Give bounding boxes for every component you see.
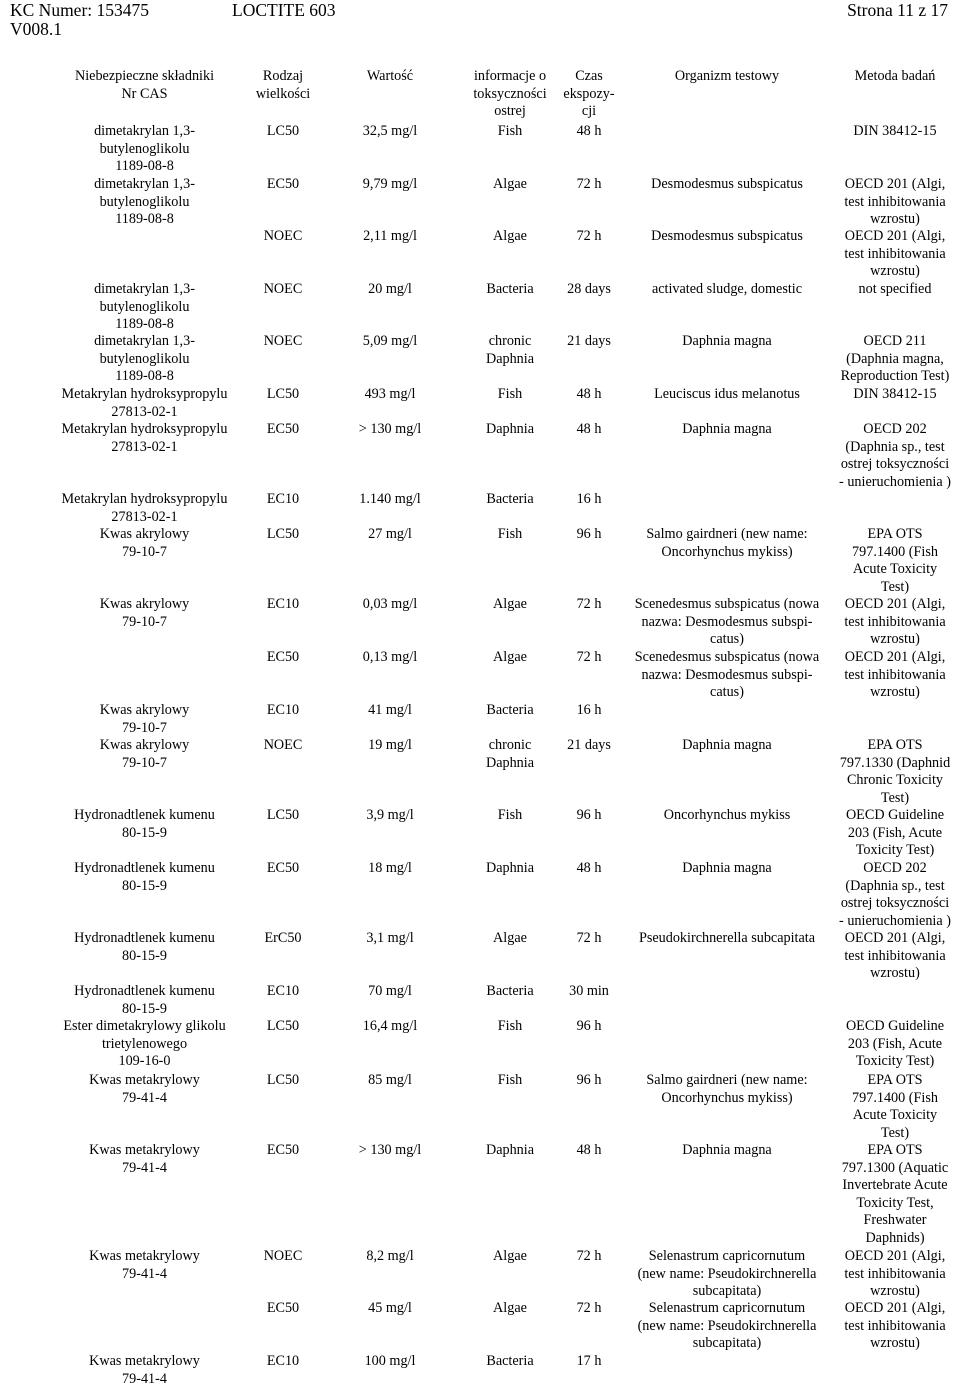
- test-organism-cell: Scenedesmus subspicatus (nowa nazwa: Desmodesmus subspi- catus): [634, 649, 820, 701]
- test-organism-cell: Pseudokirchnerella subcapitata: [638, 930, 816, 946]
- measure-type-cell: LC50: [266, 1018, 300, 1034]
- component-cell: Kwas akrylowy 79-10-7: [99, 737, 190, 771]
- test-method-cell: OECD Guideline 203 (Fish, Acute Toxicity Test): [845, 1018, 945, 1070]
- exposure-time-cell: 48 h: [576, 386, 602, 402]
- toxicity-info-cell: Algae: [493, 1248, 527, 1264]
- test-method-cell: OECD 201 (Algi, test inhibitowania wzrostu): [844, 649, 946, 701]
- component-cell: dimetakrylan 1,3- butylenoglikolu 1189-08-8: [94, 176, 195, 228]
- test-method-cell: OECD 201 (Algi, test inhibitowania wzrostu): [844, 228, 946, 280]
- test-organism-cell: Leuciscus idus melanotus: [654, 386, 800, 402]
- toxicity-info-cell: Bacteria: [486, 702, 534, 718]
- test-organism-cell: Salmo gairdneri (new name: Oncorhynchus mykiss): [646, 1072, 808, 1106]
- exposure-time-cell: 96 h: [576, 807, 602, 823]
- value-cell: > 130 mg/l: [358, 421, 422, 437]
- kc-number: KC Numer: 153475: [10, 0, 150, 20]
- exposure-time-cell: 96 h: [576, 1018, 602, 1034]
- test-organism-cell: Scenedesmus subspicatus (nowa nazwa: Desmodesmus subspi- catus): [634, 596, 820, 648]
- measure-type-cell: EC10: [266, 702, 300, 718]
- component-cell: Metakrylan hydroksypropylu 27813-02-1: [61, 421, 228, 455]
- test-organism-cell: Desmodesmus subspicatus: [651, 176, 803, 192]
- value-cell: 5,09 mg/l: [362, 333, 418, 349]
- measure-type-cell: NOEC: [263, 281, 303, 297]
- measure-type-cell: EC50: [266, 860, 300, 876]
- value-cell: 16,4 mg/l: [362, 1018, 418, 1034]
- exposure-time-cell: 72 h: [576, 596, 602, 612]
- component-cell: Kwas metakrylowy 79-41-4: [89, 1353, 200, 1387]
- header-exposure-time: Czas ekspozy- cji: [563, 68, 615, 120]
- toxicity-info-cell: Bacteria: [486, 281, 534, 297]
- value-cell: 0,13 mg/l: [362, 649, 418, 665]
- component-cell: Hydronadtlenek kumenu 80-15-9: [74, 860, 215, 894]
- component-cell: dimetakrylan 1,3- butylenoglikolu 1189-08-8: [94, 333, 195, 385]
- toxicity-info-cell: chronic Daphnia: [485, 737, 535, 771]
- exposure-time-cell: 72 h: [576, 228, 602, 244]
- measure-type-cell: NOEC: [263, 737, 303, 753]
- toxicity-info-cell: Algae: [493, 596, 527, 612]
- exposure-time-cell: 72 h: [576, 176, 602, 192]
- toxicity-info-cell: chronic Daphnia: [485, 333, 535, 367]
- toxicity-info-cell: Algae: [493, 228, 527, 244]
- header-test-method: Metoda badań: [854, 68, 936, 84]
- test-method-cell: EPA OTS 797.1400 (Fish Acute Toxicity Test): [852, 526, 938, 595]
- exposure-time-cell: 17 h: [576, 1353, 602, 1369]
- value-cell: 2,11 mg/l: [363, 228, 417, 244]
- measure-type-cell: ErC50: [264, 930, 302, 946]
- toxicity-info-cell: Algae: [493, 1300, 527, 1316]
- exposure-time-cell: 48 h: [576, 421, 602, 437]
- header-toxicity-info: informacje o toksyczności ostrej: [473, 68, 547, 120]
- toxicity-info-cell: Fish: [497, 386, 523, 402]
- toxicity-info-cell: Fish: [497, 123, 523, 139]
- exposure-time-cell: 72 h: [576, 1248, 602, 1264]
- toxicity-info-cell: Daphnia: [485, 1142, 535, 1158]
- toxicity-info-cell: Daphnia: [485, 421, 535, 437]
- value-cell: 32,5 mg/l: [362, 123, 418, 139]
- exposure-time-cell: 96 h: [576, 526, 602, 542]
- header-value: Wartość: [366, 68, 414, 84]
- value-cell: 3,1 mg/l: [366, 930, 414, 946]
- measure-type-cell: EC10: [266, 983, 300, 999]
- test-organism-cell: Daphnia magna: [682, 421, 772, 437]
- component-cell: dimetakrylan 1,3- butylenoglikolu 1189-08-8: [94, 123, 195, 175]
- value-cell: 41 mg/l: [368, 702, 412, 718]
- toxicity-info-cell: Algae: [493, 176, 527, 192]
- component-cell: Kwas metakrylowy 79-41-4: [89, 1142, 200, 1176]
- measure-type-cell: NOEC: [263, 228, 303, 244]
- test-organism-cell: Daphnia magna: [682, 1142, 772, 1158]
- component-cell: Hydronadtlenek kumenu 80-15-9: [74, 930, 215, 964]
- exposure-time-cell: 28 days: [567, 281, 611, 297]
- value-cell: 19 mg/l: [368, 737, 412, 753]
- exposure-time-cell: 72 h: [576, 930, 602, 946]
- measure-type-cell: EC50: [266, 421, 300, 437]
- measure-type-cell: LC50: [266, 386, 300, 402]
- component-cell: Kwas akrylowy 79-10-7: [99, 596, 190, 630]
- measure-type-cell: NOEC: [263, 1248, 303, 1264]
- exposure-time-cell: 16 h: [576, 702, 602, 718]
- exposure-time-cell: 16 h: [576, 491, 602, 507]
- test-method-cell: EPA OTS 797.1300 (Aquatic Invertebrate Acute Toxicity Test, Freshwater Daphnids): [841, 1142, 949, 1246]
- toxicity-info-cell: Bacteria: [486, 983, 534, 999]
- value-cell: 85 mg/l: [368, 1072, 412, 1088]
- measure-type-cell: EC50: [266, 1142, 300, 1158]
- measure-type-cell: LC50: [266, 1072, 300, 1088]
- test-organism-cell: Salmo gairdneri (new name: Oncorhynchus mykiss): [646, 526, 808, 560]
- test-method-cell: DIN 38412-15: [853, 123, 937, 139]
- exposure-time-cell: 48 h: [576, 1142, 602, 1158]
- test-organism-cell: Oncorhynchus mykiss: [663, 807, 791, 823]
- test-organism-cell: Desmodesmus subspicatus: [651, 228, 803, 244]
- measure-type-cell: EC10: [266, 491, 300, 507]
- measure-type-cell: EC50: [266, 176, 300, 192]
- component-cell: Kwas metakrylowy 79-41-4: [89, 1072, 200, 1106]
- test-organism-cell: activated sludge, domestic: [651, 281, 803, 297]
- exposure-time-cell: 96 h: [576, 1072, 602, 1088]
- value-cell: 70 mg/l: [368, 983, 412, 999]
- exposure-time-cell: 48 h: [576, 123, 602, 139]
- toxicity-info-cell: Algae: [493, 930, 527, 946]
- exposure-time-cell: 21 days: [567, 333, 611, 349]
- toxicity-info-cell: Fish: [497, 1018, 523, 1034]
- test-method-cell: EPA OTS 797.1330 (Daphnid Chronic Toxicity Test): [839, 737, 951, 806]
- toxicity-info-cell: Fish: [497, 807, 523, 823]
- exposure-time-cell: 48 h: [576, 860, 602, 876]
- test-method-cell: OECD 202 (Daphnia sp., test ostrej toksyczności - unieruchomienia ): [839, 860, 951, 929]
- test-method-cell: OECD 211 (Daphnia magna, Reproduction Test): [840, 333, 950, 385]
- test-organism-cell: Selenastrum capricornutum (new name: Pseudokirchnerella subcapitata): [637, 1248, 817, 1300]
- measure-type-cell: LC50: [266, 807, 300, 823]
- test-method-cell: OECD 201 (Algi, test inhibitowania wzrostu): [844, 596, 946, 648]
- test-organism-cell: Selenastrum capricornutum (new name: Pseudokirchnerella subcapitata): [637, 1300, 817, 1352]
- value-cell: > 130 mg/l: [358, 1142, 422, 1158]
- value-cell: 20 mg/l: [368, 281, 412, 297]
- measure-type-cell: LC50: [266, 526, 300, 542]
- measure-type-cell: LC50: [266, 123, 300, 139]
- test-method-cell: OECD 201 (Algi, test inhibitowania wzrostu): [844, 1300, 946, 1352]
- toxicity-info-cell: Bacteria: [486, 1353, 534, 1369]
- test-organism-cell: Daphnia magna: [682, 860, 772, 876]
- test-method-cell: OECD 201 (Algi, test inhibitowania wzrostu): [844, 1248, 946, 1300]
- component-cell: dimetakrylan 1,3- butylenoglikolu 1189-08-8: [94, 281, 195, 333]
- test-method-cell: OECD Guideline 203 (Fish, Acute Toxicity Test): [845, 807, 945, 859]
- value-cell: 0,03 mg/l: [362, 596, 418, 612]
- test-method-cell: OECD 201 (Algi, test inhibitowania wzrostu): [844, 176, 946, 228]
- header-test-organism: Organizm testowy: [674, 68, 780, 84]
- exposure-time-cell: 72 h: [576, 649, 602, 665]
- page-number: Strona 11 z 17: [847, 0, 948, 20]
- test-organism-cell: Daphnia magna: [682, 737, 772, 753]
- component-cell: Metakrylan hydroksypropylu 27813-02-1: [61, 491, 228, 525]
- toxicity-info-cell: Bacteria: [486, 491, 534, 507]
- test-method-cell: OECD 201 (Algi, test inhibitowania wzrostu): [844, 930, 946, 982]
- value-cell: 8,2 mg/l: [366, 1248, 414, 1264]
- component-cell: Kwas akrylowy 79-10-7: [99, 702, 190, 736]
- toxicity-info-cell: Daphnia: [485, 860, 535, 876]
- value-cell: 3,9 mg/l: [366, 807, 414, 823]
- test-organism-cell: Daphnia magna: [682, 333, 772, 349]
- measure-type-cell: EC10: [266, 596, 300, 612]
- exposure-time-cell: 21 days: [567, 737, 611, 753]
- value-cell: 493 mg/l: [364, 386, 416, 402]
- exposure-time-cell: 30 min: [569, 983, 609, 999]
- product-name: LOCTITE 603: [232, 0, 336, 20]
- test-method-cell: DIN 38412-15: [853, 386, 937, 402]
- header-component: Niebezpieczne składniki Nr CAS: [74, 68, 215, 102]
- toxicity-info-cell: Fish: [497, 526, 523, 542]
- component-cell: Hydronadtlenek kumenu 80-15-9: [74, 983, 215, 1017]
- measure-type-cell: NOEC: [263, 333, 303, 349]
- component-cell: Kwas metakrylowy 79-41-4: [89, 1248, 200, 1282]
- measure-type-cell: EC10: [266, 1353, 300, 1369]
- value-cell: 45 mg/l: [368, 1300, 412, 1316]
- component-cell: Ester dimetakrylowy glikolu trietylenowego 109-16-0: [63, 1018, 226, 1070]
- value-cell: 1.140 mg/l: [359, 491, 421, 507]
- header-measure-type: Rodzaj wielkości: [255, 68, 311, 102]
- component-cell: Hydronadtlenek kumenu 80-15-9: [74, 807, 215, 841]
- component-cell: Metakrylan hydroksypropylu 27813-02-1: [61, 386, 228, 420]
- test-method-cell: OECD 202 (Daphnia sp., test ostrej toksyczności - unieruchomienia ): [839, 421, 951, 490]
- test-method-cell: not specified: [858, 281, 932, 297]
- exposure-time-cell: 72 h: [576, 1300, 602, 1316]
- value-cell: 100 mg/l: [364, 1353, 416, 1369]
- value-cell: 27 mg/l: [368, 526, 412, 542]
- toxicity-info-cell: Fish: [497, 1072, 523, 1088]
- toxicity-info-cell: Algae: [493, 649, 527, 665]
- component-cell: Kwas akrylowy 79-10-7: [99, 526, 190, 560]
- version: V008.1: [10, 19, 63, 39]
- value-cell: 18 mg/l: [368, 860, 412, 876]
- measure-type-cell: EC50: [266, 649, 300, 665]
- test-method-cell: EPA OTS 797.1400 (Fish Acute Toxicity Test): [852, 1072, 938, 1141]
- value-cell: 9,79 mg/l: [362, 176, 418, 192]
- measure-type-cell: EC50: [266, 1300, 300, 1316]
